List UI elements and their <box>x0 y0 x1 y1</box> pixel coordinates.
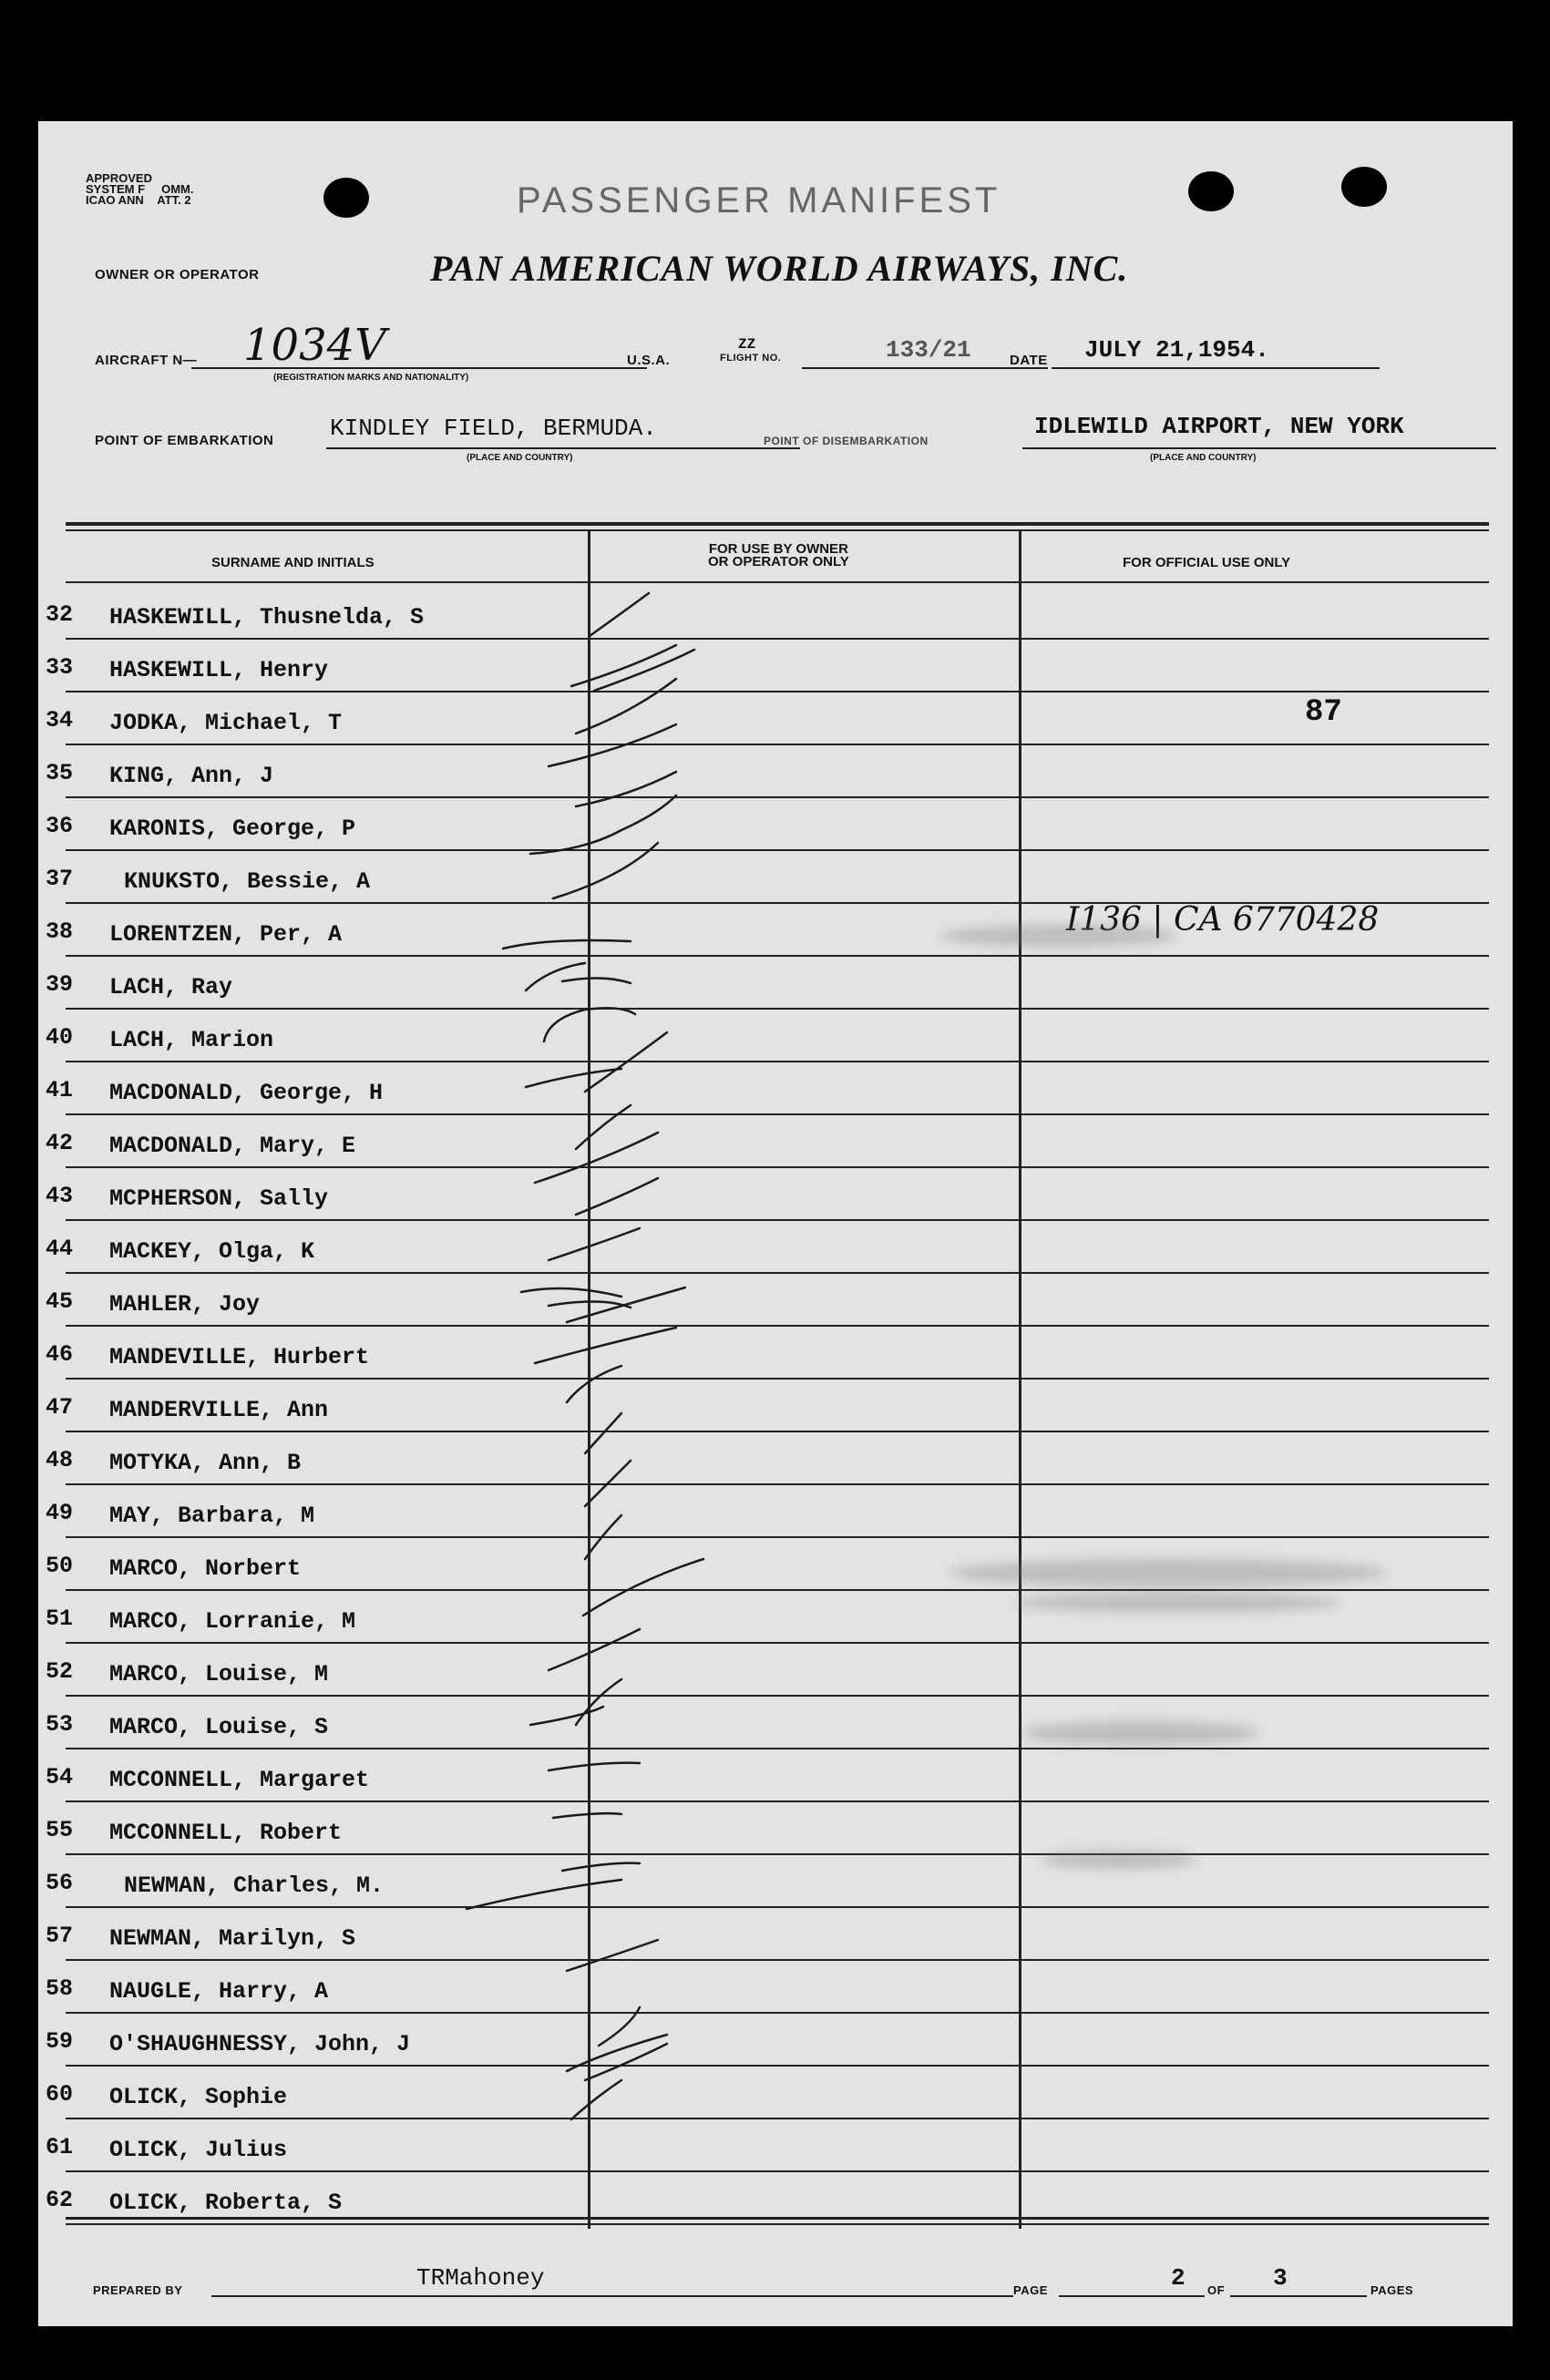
page-title: PASSENGER MANIFEST <box>517 180 1001 221</box>
passenger-name: MACKEY, Olga, K <box>109 1238 315 1265</box>
row-number: 56 <box>46 1870 74 1896</box>
passenger-name: NAUGLE, Harry, A <box>109 1978 329 2005</box>
pages-label: PAGES <box>1370 2283 1414 2297</box>
row-number: 38 <box>46 918 74 945</box>
aircraft-value: 1034V <box>243 320 386 371</box>
of-label: OF <box>1207 2283 1226 2297</box>
approval-line: ICAO ANN ATT. 2 <box>86 193 191 207</box>
row-number: 47 <box>46 1394 74 1421</box>
row-number: 61 <box>46 2134 74 2160</box>
row-number: 42 <box>46 1130 74 1156</box>
of-underline <box>1230 2295 1367 2297</box>
footer-rule <box>66 2217 1489 2220</box>
passenger-name: HASKEWILL, Thusnelda, S <box>109 604 425 631</box>
row-number: 44 <box>46 1236 74 1262</box>
row-number: 43 <box>46 1183 74 1209</box>
approval-line: SYSTEM F OMM. <box>86 182 194 196</box>
passenger-name: MCPHERSON, Sally <box>109 1185 329 1212</box>
official-note: I136 | CA 6770428 <box>1066 901 1380 939</box>
official-note: 87 <box>1305 695 1342 730</box>
row-number: 33 <box>46 654 74 681</box>
passenger-name: HASKEWILL, Henry <box>109 657 329 683</box>
passenger-name: KNUKSTO, Bessie, A <box>124 868 371 895</box>
row-number: 48 <box>46 1447 74 1473</box>
col-surname-header: SURNAME AND INITIALS <box>211 555 375 570</box>
row-number: 36 <box>46 813 74 839</box>
passenger-name: KING, Ann, J <box>109 763 274 789</box>
date-value: JULY 21,1954. <box>1084 336 1269 364</box>
embarkation-label: POINT OF EMBARKATION <box>95 433 274 448</box>
prepared-underline <box>211 2295 1013 2297</box>
usa-label: U.S.A. <box>627 353 671 368</box>
row-number: 45 <box>46 1288 74 1315</box>
owner-label: OWNER OR OPERATOR <box>95 267 260 282</box>
passenger-name: LORENTZEN, Per, A <box>109 921 343 948</box>
approval-line: APPROVED <box>86 171 152 185</box>
prepared-label: PREPARED BY <box>93 2283 183 2297</box>
row-number: 59 <box>46 2028 74 2055</box>
page-value: 2 <box>1171 2264 1186 2292</box>
row-number: 37 <box>46 866 74 892</box>
manifest-sheet <box>38 121 1513 2326</box>
operator-name: PAN AMERICAN WORLD AIRWAYS, INC. <box>430 248 1129 289</box>
row-number: 49 <box>46 1500 74 1526</box>
passenger-name: OLICK, Roberta, S <box>109 2190 343 2216</box>
passenger-name: MAHLER, Joy <box>109 1291 261 1318</box>
aircraft-label: AIRCRAFT N— <box>95 353 198 368</box>
passenger-name: NEWMAN, Charles, M. <box>124 1872 385 1899</box>
passenger-name: MAY, Barbara, M <box>109 1503 315 1529</box>
disembarkation-label: POINT OF DISEMBARKATION <box>764 435 929 447</box>
row-number: 55 <box>46 1817 74 1843</box>
embarkation-value: KINDLEY FIELD, BERMUDA. <box>330 415 657 442</box>
row-number: 46 <box>46 1341 74 1368</box>
check-marks <box>38 121 1513 2326</box>
passenger-name: LACH, Marion <box>109 1027 274 1053</box>
passenger-name: MANDEVILLE, Hurbert <box>109 1344 370 1370</box>
passenger-name: MANDERVILLE, Ann <box>109 1397 329 1423</box>
passenger-name: MOTYKA, Ann, B <box>109 1450 302 1476</box>
passenger-name: KARONIS, George, P <box>109 816 356 842</box>
prepared-value: TRMahoney <box>416 2264 545 2292</box>
passenger-name: MCCONNELL, Margaret <box>109 1767 370 1793</box>
col-owner-header-line: OR OPERATOR ONLY <box>708 554 849 569</box>
row-number: 40 <box>46 1024 74 1051</box>
row-number: 60 <box>46 2081 74 2108</box>
row-number: 41 <box>46 1077 74 1103</box>
passenger-name: MACDONALD, Mary, E <box>109 1133 356 1159</box>
passenger-name: MARCO, Louise, S <box>109 1714 329 1740</box>
passenger-name: MCCONNELL, Robert <box>109 1820 343 1846</box>
row-number: 32 <box>46 601 74 628</box>
row-number: 52 <box>46 1658 74 1685</box>
row-number: 34 <box>46 707 74 733</box>
page-label: PAGE <box>1013 2283 1048 2297</box>
row-number: 35 <box>46 760 74 786</box>
row-number: 54 <box>46 1764 74 1790</box>
passenger-name: MARCO, Lorranie, M <box>109 1608 356 1635</box>
passenger-name: OLICK, Julius <box>109 2137 288 2163</box>
flight-prefix: ZZ <box>738 336 756 353</box>
row-number: 58 <box>46 1975 74 2002</box>
col-official-header: FOR OFFICIAL USE ONLY <box>1123 555 1291 570</box>
flight-label: FLIGHT NO. <box>720 353 782 364</box>
passenger-name: O'SHAUGHNESSY, John, J <box>109 2031 411 2057</box>
row-number: 57 <box>46 1923 74 1949</box>
passenger-name: OLICK, Sophie <box>109 2084 288 2110</box>
date-label: DATE <box>1010 353 1048 368</box>
passenger-name: MACDONALD, George, H <box>109 1080 384 1106</box>
row-number: 53 <box>46 1711 74 1738</box>
passenger-name: MARCO, Louise, M <box>109 1661 329 1688</box>
row-number: 50 <box>46 1553 74 1579</box>
row-number: 51 <box>46 1605 74 1632</box>
embarkation-caption: (PLACE AND COUNTRY) <box>467 453 573 463</box>
col-owner-header-line: FOR USE BY OWNER <box>708 541 848 557</box>
row-number: 39 <box>46 971 74 998</box>
aircraft-caption: (REGISTRATION MARKS AND NATIONALITY) <box>273 373 469 383</box>
disembarkation-value: IDLEWILD AIRPORT, NEW YORK <box>1034 413 1404 440</box>
passenger-name: MARCO, Norbert <box>109 1555 302 1582</box>
row-number: 62 <box>46 2187 74 2213</box>
passenger-name: LACH, Ray <box>109 974 233 1000</box>
passenger-name: NEWMAN, Marilyn, S <box>109 1925 356 1952</box>
passenger-name: JODKA, Michael, T <box>109 710 343 736</box>
flight-value: 133/21 <box>886 336 971 364</box>
page-underline <box>1059 2295 1205 2297</box>
disembarkation-caption: (PLACE AND COUNTRY) <box>1150 453 1257 463</box>
of-value: 3 <box>1273 2264 1288 2292</box>
